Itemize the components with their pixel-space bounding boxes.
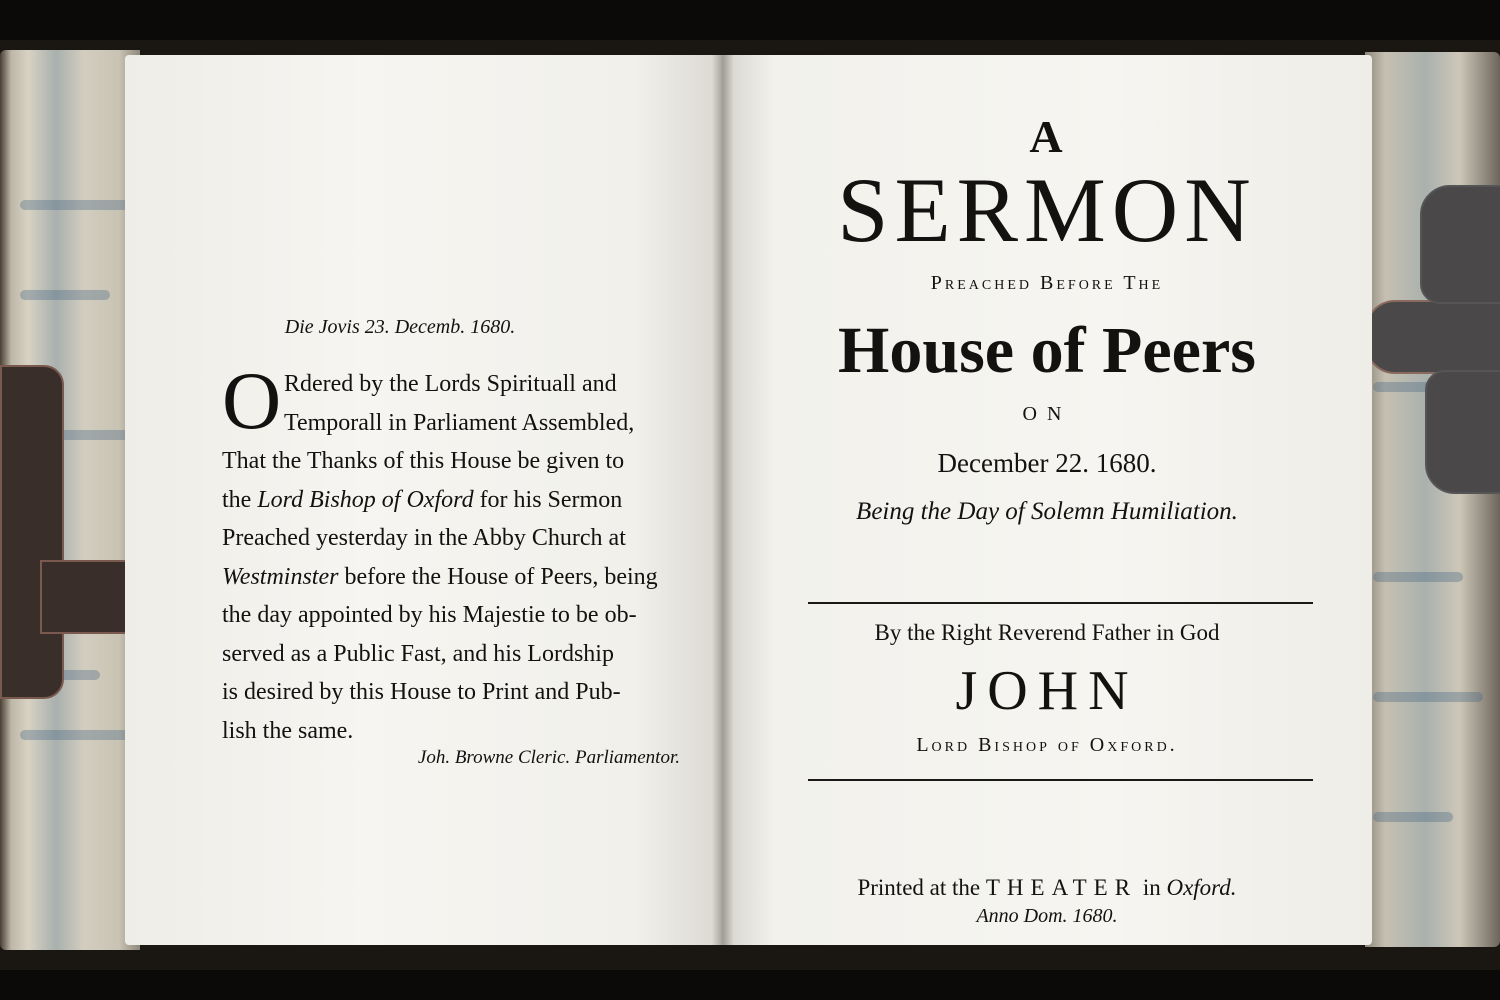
order-text-line: [222, 635, 707, 674]
order-text-line: [222, 712, 707, 751]
imprint-in: in: [1142, 875, 1161, 900]
right-clasp: [1365, 300, 1500, 374]
order-text-segment: Westminster: [222, 563, 339, 590]
order-text-line: [222, 596, 707, 635]
order-text-segment: the day appointed by his Majestie to be ob-: [222, 602, 637, 628]
title-on: ON: [1022, 403, 1072, 425]
clerk-signature: Joh. Browne Cleric. Parliamentor.: [417, 747, 680, 768]
top-rule: [808, 602, 1313, 604]
title-sermon: SERMON: [837, 159, 1257, 261]
order-text-line: [222, 481, 707, 520]
sermon-date: December 22. 1680.: [937, 448, 1157, 478]
bottom-rule: [808, 779, 1313, 781]
order-text-segment: Rdered by the Lords Spirituall and: [284, 371, 617, 397]
order-text-segment: Lord Bishop of Oxford: [257, 486, 474, 513]
imprint-year: Anno Dom. 1680.: [976, 905, 1118, 927]
imprint-prefix: Printed at the: [857, 875, 981, 900]
order-text-segment: the: [222, 486, 258, 513]
order-text-segment: is desired by this House to Print and Pub-: [222, 679, 621, 705]
occasion-line: Being the Day of Solemn Humiliation.: [856, 498, 1238, 525]
order-text-line: [222, 404, 707, 443]
right-clasp-bottom: [1425, 370, 1500, 494]
order-text-line: [222, 442, 707, 481]
imprint-theater: THEATER: [985, 875, 1138, 900]
order-text-line: [222, 519, 707, 558]
order-text-line: [222, 673, 707, 712]
order-date-line: Die Jovis 23. Decemb. 1680.: [284, 316, 516, 338]
order-text-segment: That the Thanks of this House be given to: [222, 448, 625, 474]
author-intro: By the Right Reverend Father in God: [874, 620, 1220, 645]
order-text-line: [222, 558, 707, 597]
order-text-segment: Temporall in Parliament Assembled,: [284, 409, 635, 436]
title-article: A: [1029, 111, 1065, 162]
order-text-segment: lish the same.: [222, 717, 354, 744]
order-text-segment: for his Sermon: [473, 486, 623, 513]
title-preached-before: Preached Before The: [930, 272, 1164, 294]
order-text: [222, 355, 707, 750]
imprint-line: [722, 875, 1372, 901]
drop-capital: O: [222, 355, 282, 446]
author-name: JOHN: [955, 660, 1139, 722]
order-text-segment: served as a Public Fast, and his Lordship: [222, 640, 614, 667]
left-clasp: [0, 365, 64, 699]
title-house-of-peers: House of Peers: [838, 314, 1256, 387]
order-text-line: [222, 365, 707, 404]
author-title: Lord Bishop of Oxford.: [916, 734, 1178, 756]
order-text-segment: Preached yesterday in the Abby Church at: [222, 525, 626, 551]
imprint-place: Oxford.: [1166, 875, 1237, 900]
order-text-segment: before the House of Peers, being: [338, 563, 658, 590]
right-clasp-top: [1420, 185, 1500, 304]
